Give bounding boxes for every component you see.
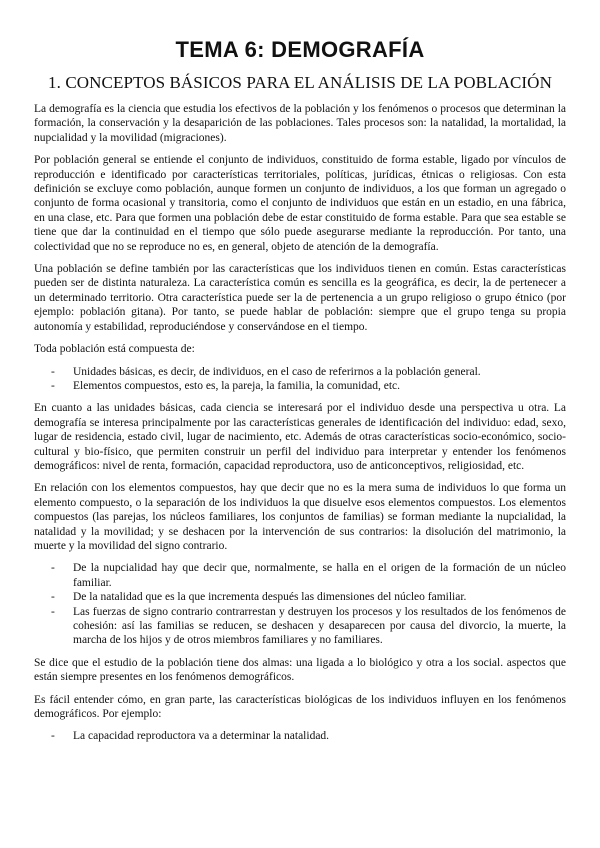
- paragraph: En cuanto a las unidades básicas, cada ciencia se interesará por el individuo desde una perspectiva u otra. La demografía se interesa principalmente por las características generales de identificación del individuo: edad, sexo, lugar de residencia, estado civil, lugar de nacimiento, etc. Además de otras características socio-económico, socio-cultural y bio-físico, que permiten construir un perfil del individuo para interpretar y entender los fenómenos demográficos: nivel de renta, formación, capacidad reproductora, uso de anticonceptivos, religiosidad, etc.: [34, 402, 566, 472]
- dash-bullet: -: [51, 730, 55, 743]
- dash-bullet: -: [51, 365, 55, 378]
- dash-bullet: -: [51, 562, 55, 575]
- list-item: [51, 605, 566, 648]
- list-item-text: Unidades básicas, es decir, de individuos, en el caso de referirnos a la población general.: [73, 365, 481, 378]
- list-item-text: Elementos compuestos, esto es, la pareja, la familia, la comunidad, etc.: [73, 379, 401, 392]
- phenomena-list: [34, 561, 566, 647]
- paragraph: Se dice que el estudio de la población tiene dos almas: una ligada a lo biológico y otra a los social. aspectos que están siempre presentes en los fenómenos demográficos.: [34, 656, 566, 684]
- list-item-text: La capacidad reproductora va a determinar la natalidad.: [73, 730, 330, 743]
- biological-list: [34, 729, 566, 743]
- paragraph: Toda población está compuesta de:: [34, 343, 195, 356]
- paragraph: Por población general se entiende el conjunto de individuos, constituido de forma estable, ligado por vínculos de reproducción e identificado por características territoriales, políticas, jurídicas, étnicas o religiosas. Con esta definición se excluye como población, aunque formen un conjunto de individuos, a los que forman un agregado o conjunto de forma ocasional y transitoria, como el conjunto de individuos que están en un estadio, en una fábrica, en una clase, etc. Para que formen una población debe de estar constituido de forma estable. Para que sea estable se tiene que dar la continuidad en el tiempo que sólo puede asegurarse mediante la reproducción. Por tanto, una colectividad que no se reproduce no es, en general, objeto de atención de la demografía.: [34, 154, 566, 253]
- list-item: [51, 365, 566, 379]
- paragraph: Una población se define también por las características que los individuos tienen en común. Estas características pueden ser de distinta naturaleza. La característica común es sencilla es la geográfica, es decir, la de pertenecer a un determinado territorio. Otra característica puede ser la de pertenencia a un grupo religioso o grupo étnico (por ejemplo: población gitana). Por tanto, se puede hablar de población: siempre que el grupo tenga su propia autonomía y estabilidad, reproduciéndose y conservándose en el tiempo.: [34, 263, 566, 333]
- dash-bullet: -: [51, 379, 55, 392]
- list-item: [51, 590, 566, 604]
- list-item-text: Las fuerzas de signo contrario contrarrestan y destruyen los procesos y los resultados de los fenómenos de cohesión: así las familias se reducen, se deshacen y desaparecen por causa del divorcio, la muerte, la marcha de los hijos y de otros miembros familiares y no familiares.: [73, 605, 566, 647]
- composition-list: [34, 365, 566, 394]
- list-item: [51, 561, 566, 590]
- list-item: [51, 379, 566, 393]
- paragraph: La demografía es la ciencia que estudia los efectivos de la población y los fenómenos o procesos que determinan la formación, la conservación y la desaparición de las poblaciones. Tales procesos son: la natalidad, la mortalidad, la nupcialidad y la movilidad (migraciones).: [34, 103, 566, 144]
- paragraph: En relación con los elementos compuestos, hay que decir que no es la mera suma de individuos lo que forma un elemento compuesto, o la separación de los individuos la que disuelve esos elementos compuestos. Los elementos compuestos (las parejas, los núcleos familiares, los conjuntos de familias) se forman mediante la nupcialidad, la natalidad y la movilidad; y se deshacen por la intervención de sus contrarios: la disolución del matrimonio, la muerte y la movilidad del signo contrario.: [34, 482, 566, 552]
- section-heading: 1. CONCEPTOS BÁSICOS PARA EL ANÁLISIS DE LA POBLACIÓN: [48, 73, 552, 92]
- list-item-text: De la nupcialidad hay que decir que, normalmente, se halla en el origen de la formación de un núcleo familiar.: [73, 562, 566, 589]
- dash-bullet: -: [51, 605, 55, 618]
- page-title: TEMA 6: DEMOGRAFÍA: [175, 37, 425, 62]
- list-item-text: De la natalidad que es la que incrementa después las dimensiones del núcleo familiar.: [73, 591, 467, 604]
- paragraph: Es fácil entender cómo, en gran parte, las características biológicas de los individuos influyen en los fenómenos demográficos. Por ejemplo:: [34, 693, 566, 721]
- list-item: [51, 729, 566, 743]
- dash-bullet: -: [51, 591, 55, 604]
